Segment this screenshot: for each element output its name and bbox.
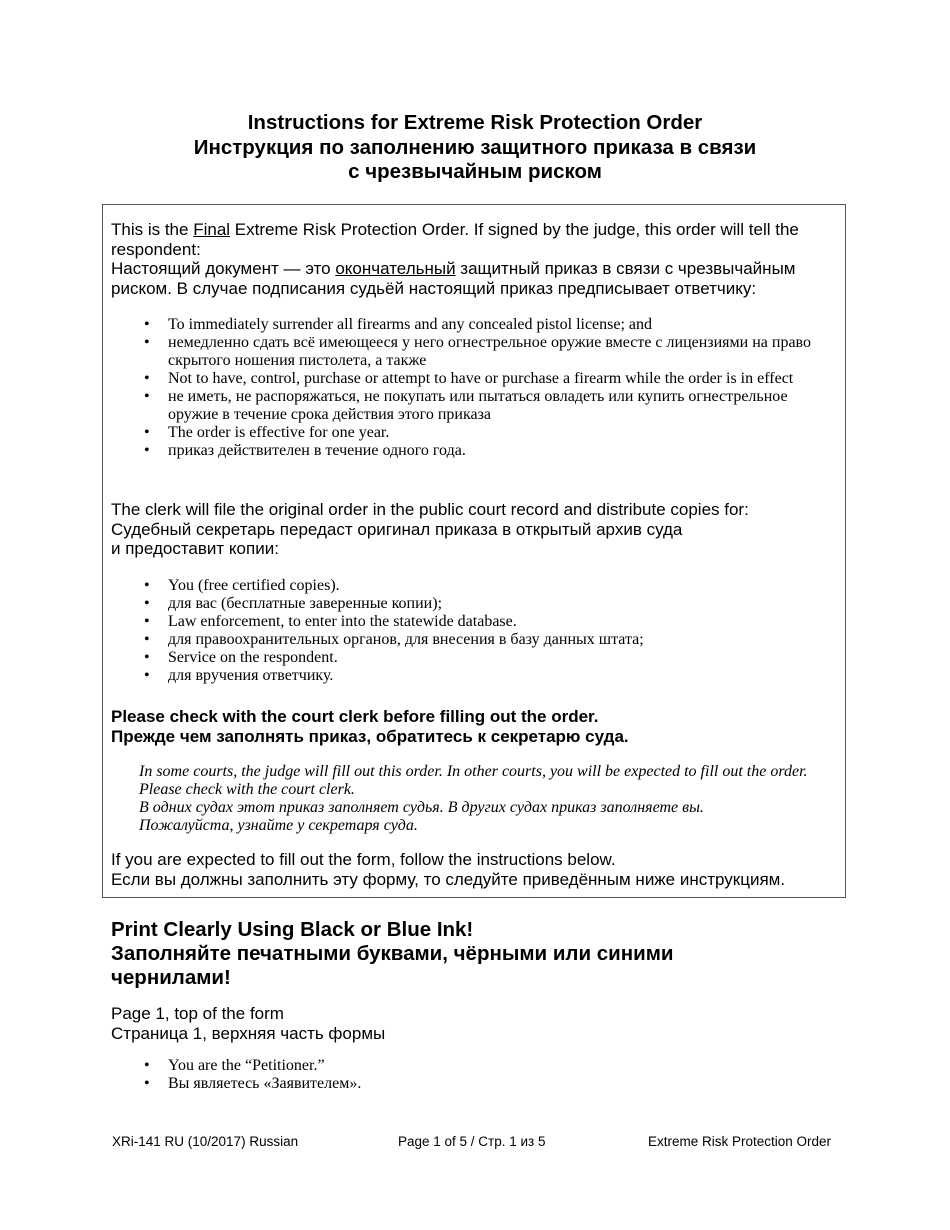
page1-ru: Страница 1, верхняя часть формы xyxy=(111,1024,386,1043)
print-ru-2: чернилами! xyxy=(111,966,231,989)
list-item: • не иметь, не распоряжаться, не покупать или пытаться овладеть или купить огнестрельное оружие в течение срока действия этого приказа xyxy=(142,388,822,424)
document-title xyxy=(0,111,950,185)
final-underlined-ru: окончательный xyxy=(335,259,456,278)
print-clearly-heading xyxy=(111,918,811,990)
final-underlined: Final xyxy=(193,220,231,239)
follow-instructions xyxy=(111,850,843,889)
page1-en: Page 1, top of the form xyxy=(111,1004,284,1023)
page-1-section-heading xyxy=(111,1004,811,1044)
title-line-3: с чрезвычайным риском xyxy=(348,160,602,183)
list-item: • для правоохранительных органов, для внесения в базу данных штата; xyxy=(142,631,822,649)
check-ru: Прежде чем заполнять приказ, обратитесь к секретарю суда. xyxy=(111,727,629,746)
intro-paragraph xyxy=(111,220,843,298)
list-item: • You (free certified copies). xyxy=(142,577,822,595)
follow-en: If you are expected to fill out the form, follow the instructions below. xyxy=(111,850,616,869)
footer-page-number: Page 1 of 5 / Стр. 1 из 5 xyxy=(398,1134,546,1149)
courts-note xyxy=(139,763,839,835)
list-item: • Service on the respondent. xyxy=(142,649,822,667)
title-line-2: Инструкция по заполнению защитного приказа в связи xyxy=(193,135,757,159)
list-item: • для вручения ответчику. xyxy=(142,667,822,685)
list-item: • To immediately surrender all firearms and any concealed pistol license; and xyxy=(142,316,822,334)
check-en: Please check with the court clerk before filling out the order. xyxy=(111,707,599,726)
check-with-clerk-heading xyxy=(111,707,843,747)
clerk-paragraph xyxy=(111,500,843,559)
order-items-list xyxy=(142,316,822,460)
footer-form-name: Extreme Risk Protection Order xyxy=(648,1134,832,1149)
list-item: • приказ действителен в течение одного года. xyxy=(142,442,822,460)
intro-ru: Настоящий документ — это окончательный защитный приказ в связи с чрезвычайным риском. В случае подписания судьёй настоящий приказ предписывает ответчику: xyxy=(111,259,796,298)
title-line-1: Instructions for Extreme Risk Protection Order xyxy=(247,111,703,134)
list-item: • немедленно сдать всё имеющееся у него огнестрельное оружие вместе с лицензиями на право скрытого ношения пистолета, а также xyxy=(142,334,822,370)
list-item: • You are the “Petitioner.” xyxy=(142,1057,822,1075)
intro-en: This is the Final Extreme Risk Protection Order. If signed by the judge, this order will tell the respondent: xyxy=(111,220,799,259)
list-item: • Law enforcement, to enter into the statewide database. xyxy=(142,613,822,631)
list-item: • The order is effective for one year. xyxy=(142,424,822,442)
note-ru-2: Пожалуйста, узнайте у секретаря суда. xyxy=(139,817,418,834)
note-en: In some courts, the judge will fill out this order. In other courts, you will be expected to fill out the order. Please check with the court clerk. xyxy=(139,763,808,798)
print-en: Print Clearly Using Black or Blue Ink! xyxy=(111,918,474,941)
note-ru-1: В одних судах этот приказ заполняет судья. В других судах приказ заполняете вы. xyxy=(139,799,704,816)
clerk-en: The clerk will file the original order in the public court record and distribute copies for: xyxy=(111,500,749,519)
clerk-ru-2: и предоставит копии: xyxy=(111,539,279,558)
footer-form-id: XRi-141 RU (10/2017) Russian xyxy=(112,1134,299,1149)
list-item: • Вы являетесь «Заявителем». xyxy=(142,1075,822,1093)
list-item: • для вас (бесплатные заверенные копии); xyxy=(142,595,822,613)
print-ru-1: Заполняйте печатными буквами, чёрными или синими xyxy=(111,942,674,965)
follow-ru: Если вы должны заполнить эту форму, то следуйте приведённым ниже инструкциям. xyxy=(111,869,786,889)
clerk-ru-1: Судебный секретарь передаст оригинал приказа в открытый архив суда xyxy=(111,519,683,539)
copies-list xyxy=(142,577,822,685)
list-item: • Not to have, control, purchase or attempt to have or purchase a firearm while the order is in effect xyxy=(142,370,822,388)
petitioner-list xyxy=(142,1057,822,1093)
